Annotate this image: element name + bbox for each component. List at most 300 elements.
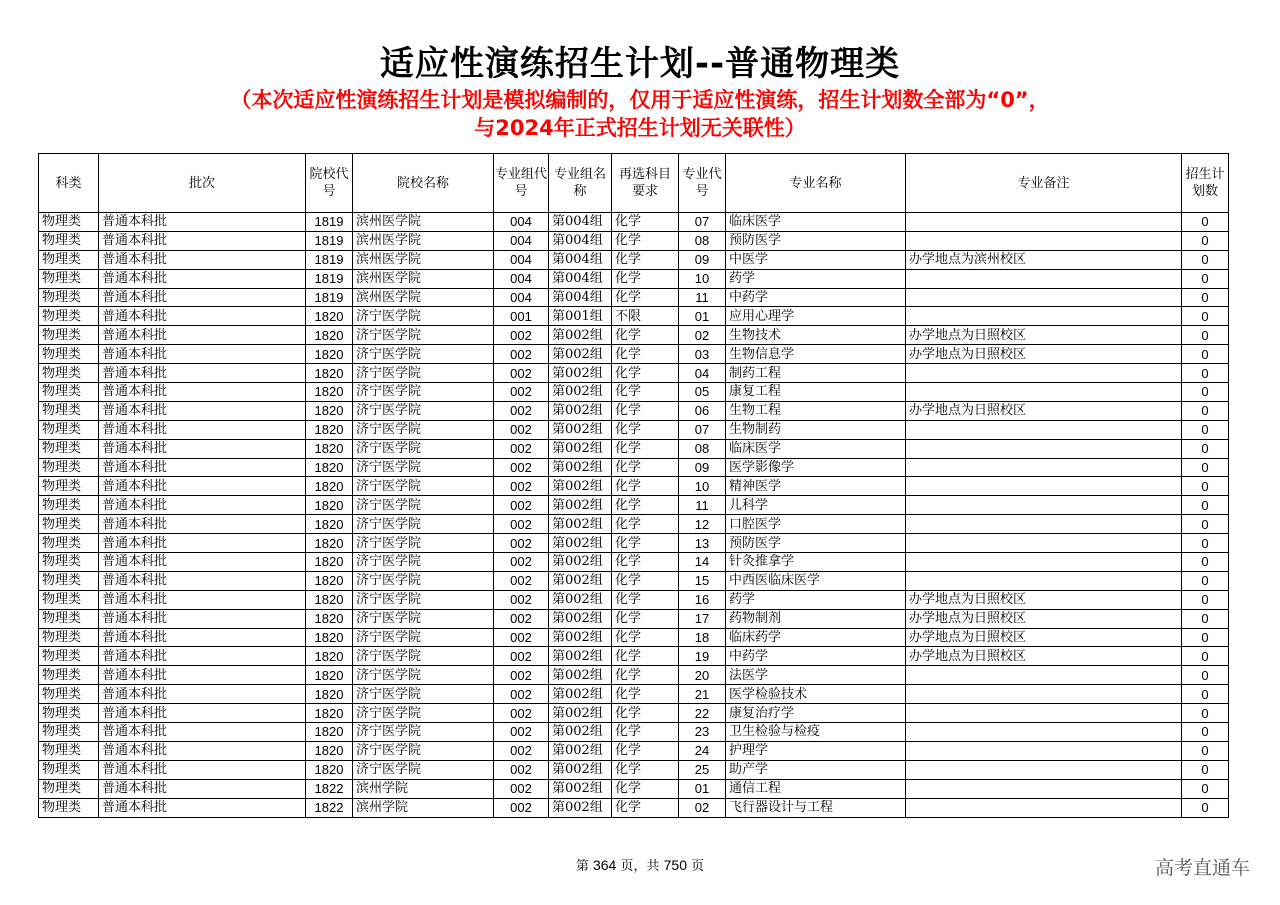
batch-cell: 普通本科批 bbox=[99, 401, 306, 420]
table-row bbox=[39, 723, 1229, 742]
subjects-cell: 化学 bbox=[612, 534, 679, 553]
group-name-cell: 第002组 bbox=[549, 666, 612, 685]
major-name-cell: 助产学 bbox=[726, 760, 906, 779]
footer-suffix: 页 bbox=[691, 859, 705, 874]
subjects-cell: 化学 bbox=[612, 760, 679, 779]
batch-cell: 普通本科批 bbox=[99, 345, 306, 364]
school-code-cell: 1820 bbox=[306, 571, 353, 590]
school-code-cell: 1820 bbox=[306, 515, 353, 534]
group-code-cell: 002 bbox=[494, 364, 549, 383]
batch-cell: 普通本科批 bbox=[99, 534, 306, 553]
major-code-cell: 07 bbox=[679, 213, 726, 232]
remark-cell bbox=[906, 420, 1182, 439]
group-code-cell: 004 bbox=[494, 269, 549, 288]
quota-cell: 0 bbox=[1182, 477, 1229, 496]
batch-cell: 普通本科批 bbox=[99, 213, 306, 232]
category-cell: 物理类 bbox=[39, 477, 99, 496]
remark-cell: 办学地点为日照校区 bbox=[906, 401, 1182, 420]
subjects-cell: 化学 bbox=[612, 515, 679, 534]
quota-cell: 0 bbox=[1182, 345, 1229, 364]
batch-cell: 普通本科批 bbox=[99, 798, 306, 817]
quota-cell: 0 bbox=[1182, 213, 1229, 232]
batch-cell: 普通本科批 bbox=[99, 231, 306, 250]
remark-cell bbox=[906, 779, 1182, 798]
batch-cell: 普通本科批 bbox=[99, 704, 306, 723]
header-batch: 批次 bbox=[99, 154, 306, 213]
table-row bbox=[39, 439, 1229, 458]
remark-cell bbox=[906, 553, 1182, 572]
school-name-cell: 滨州医学院 bbox=[353, 250, 494, 269]
table-row bbox=[39, 666, 1229, 685]
remark-cell bbox=[906, 571, 1182, 590]
subjects-cell: 化学 bbox=[612, 571, 679, 590]
notice-line-1: （本次适应性演练招生计划是模拟编制的，仅用于适应性演练，招生计划数全部为“0”， bbox=[230, 88, 1050, 112]
category-cell: 物理类 bbox=[39, 288, 99, 307]
subjects-cell: 化学 bbox=[612, 704, 679, 723]
remark-cell: 办学地点为日照校区 bbox=[906, 647, 1182, 666]
subjects-cell: 化学 bbox=[612, 685, 679, 704]
subjects-cell: 化学 bbox=[612, 741, 679, 760]
subjects-cell: 化学 bbox=[612, 288, 679, 307]
table-row bbox=[39, 685, 1229, 704]
group-code-cell: 004 bbox=[494, 288, 549, 307]
group-code-cell: 002 bbox=[494, 571, 549, 590]
remark-cell bbox=[906, 477, 1182, 496]
quota-cell: 0 bbox=[1182, 383, 1229, 402]
group-name-cell: 第001组 bbox=[549, 307, 612, 326]
table-row bbox=[39, 364, 1229, 383]
major-code-cell: 14 bbox=[679, 553, 726, 572]
group-name-cell: 第002组 bbox=[549, 439, 612, 458]
footer-page-number: 364 bbox=[592, 857, 617, 873]
batch-cell: 普通本科批 bbox=[99, 666, 306, 685]
category-cell: 物理类 bbox=[39, 723, 99, 742]
major-name-cell: 生物制药 bbox=[726, 420, 906, 439]
school-name-cell: 济宁医学院 bbox=[353, 628, 494, 647]
remark-cell: 办学地点为日照校区 bbox=[906, 326, 1182, 345]
admission-plan-table bbox=[38, 153, 1229, 818]
major-code-cell: 24 bbox=[679, 741, 726, 760]
school-name-cell: 滨州医学院 bbox=[353, 288, 494, 307]
subjects-cell: 化学 bbox=[612, 666, 679, 685]
group-name-cell: 第002组 bbox=[549, 515, 612, 534]
school-name-cell: 滨州学院 bbox=[353, 798, 494, 817]
header-major-name: 专业名称 bbox=[726, 154, 906, 213]
school-code-cell: 1819 bbox=[306, 269, 353, 288]
school-name-cell: 济宁医学院 bbox=[353, 458, 494, 477]
remark-cell: 办学地点为滨州校区 bbox=[906, 250, 1182, 269]
table-row bbox=[39, 496, 1229, 515]
major-name-cell: 口腔医学 bbox=[726, 515, 906, 534]
quota-cell: 0 bbox=[1182, 553, 1229, 572]
subjects-cell: 化学 bbox=[612, 420, 679, 439]
group-code-cell: 002 bbox=[494, 609, 549, 628]
group-code-cell: 002 bbox=[494, 760, 549, 779]
school-code-cell: 1820 bbox=[306, 741, 353, 760]
table-row bbox=[39, 571, 1229, 590]
school-name-cell: 济宁医学院 bbox=[353, 723, 494, 742]
category-cell: 物理类 bbox=[39, 609, 99, 628]
school-name-cell: 济宁医学院 bbox=[353, 439, 494, 458]
school-code-cell: 1820 bbox=[306, 345, 353, 364]
group-code-cell: 002 bbox=[494, 779, 549, 798]
major-code-cell: 16 bbox=[679, 590, 726, 609]
batch-cell: 普通本科批 bbox=[99, 571, 306, 590]
group-code-cell: 002 bbox=[494, 383, 549, 402]
quota-cell: 0 bbox=[1182, 364, 1229, 383]
header-category: 科类 bbox=[39, 154, 99, 213]
subjects-cell: 化学 bbox=[612, 477, 679, 496]
quota-cell: 0 bbox=[1182, 231, 1229, 250]
group-name-cell: 第002组 bbox=[549, 345, 612, 364]
subjects-cell: 化学 bbox=[612, 345, 679, 364]
group-code-cell: 002 bbox=[494, 496, 549, 515]
table-row bbox=[39, 213, 1229, 232]
group-name-cell: 第002组 bbox=[549, 704, 612, 723]
major-code-cell: 10 bbox=[679, 269, 726, 288]
school-name-cell: 济宁医学院 bbox=[353, 364, 494, 383]
major-name-cell: 康复工程 bbox=[726, 383, 906, 402]
quota-cell: 0 bbox=[1182, 496, 1229, 515]
quota-cell: 0 bbox=[1182, 307, 1229, 326]
table-row bbox=[39, 741, 1229, 760]
category-cell: 物理类 bbox=[39, 307, 99, 326]
major-code-cell: 22 bbox=[679, 704, 726, 723]
category-cell: 物理类 bbox=[39, 515, 99, 534]
group-code-cell: 002 bbox=[494, 590, 549, 609]
major-code-cell: 04 bbox=[679, 364, 726, 383]
group-name-cell: 第002组 bbox=[549, 477, 612, 496]
major-name-cell: 医学检验技术 bbox=[726, 685, 906, 704]
major-code-cell: 05 bbox=[679, 383, 726, 402]
category-cell: 物理类 bbox=[39, 798, 99, 817]
category-cell: 物理类 bbox=[39, 741, 99, 760]
quota-cell: 0 bbox=[1182, 704, 1229, 723]
remark-cell bbox=[906, 288, 1182, 307]
table-row bbox=[39, 704, 1229, 723]
batch-cell: 普通本科批 bbox=[99, 364, 306, 383]
table-row bbox=[39, 420, 1229, 439]
major-name-cell: 康复治疗学 bbox=[726, 704, 906, 723]
major-name-cell: 法医学 bbox=[726, 666, 906, 685]
school-code-cell: 1820 bbox=[306, 666, 353, 685]
group-name-cell: 第002组 bbox=[549, 420, 612, 439]
category-cell: 物理类 bbox=[39, 590, 99, 609]
group-name-cell: 第004组 bbox=[549, 288, 612, 307]
quota-cell: 0 bbox=[1182, 628, 1229, 647]
subjects-cell: 化学 bbox=[612, 458, 679, 477]
subjects-cell: 化学 bbox=[612, 590, 679, 609]
major-code-cell: 01 bbox=[679, 779, 726, 798]
major-code-cell: 11 bbox=[679, 288, 726, 307]
school-code-cell: 1820 bbox=[306, 401, 353, 420]
subjects-cell: 化学 bbox=[612, 647, 679, 666]
category-cell: 物理类 bbox=[39, 647, 99, 666]
batch-cell: 普通本科批 bbox=[99, 609, 306, 628]
major-name-cell: 生物工程 bbox=[726, 401, 906, 420]
school-name-cell: 济宁医学院 bbox=[353, 420, 494, 439]
major-code-cell: 08 bbox=[679, 439, 726, 458]
category-cell: 物理类 bbox=[39, 345, 99, 364]
remark-cell bbox=[906, 723, 1182, 742]
remark-cell bbox=[906, 798, 1182, 817]
group-code-cell: 002 bbox=[494, 704, 549, 723]
major-code-cell: 23 bbox=[679, 723, 726, 742]
major-code-cell: 21 bbox=[679, 685, 726, 704]
table-row bbox=[39, 647, 1229, 666]
subjects-cell: 化学 bbox=[612, 250, 679, 269]
major-name-cell: 药物制剂 bbox=[726, 609, 906, 628]
remark-cell: 办学地点为日照校区 bbox=[906, 590, 1182, 609]
table-row bbox=[39, 250, 1229, 269]
subjects-cell: 化学 bbox=[612, 269, 679, 288]
group-name-cell: 第002组 bbox=[549, 401, 612, 420]
major-code-cell: 17 bbox=[679, 609, 726, 628]
header-quota: 招生计划数 bbox=[1182, 154, 1229, 213]
school-name-cell: 济宁医学院 bbox=[353, 383, 494, 402]
subjects-cell: 化学 bbox=[612, 628, 679, 647]
school-name-cell: 滨州医学院 bbox=[353, 213, 494, 232]
school-code-cell: 1820 bbox=[306, 723, 353, 742]
batch-cell: 普通本科批 bbox=[99, 250, 306, 269]
group-name-cell: 第002组 bbox=[549, 609, 612, 628]
category-cell: 物理类 bbox=[39, 571, 99, 590]
major-name-cell: 中药学 bbox=[726, 288, 906, 307]
quota-cell: 0 bbox=[1182, 571, 1229, 590]
table-row bbox=[39, 288, 1229, 307]
school-code-cell: 1819 bbox=[306, 288, 353, 307]
group-name-cell: 第002组 bbox=[549, 534, 612, 553]
major-name-cell: 护理学 bbox=[726, 741, 906, 760]
school-code-cell: 1820 bbox=[306, 439, 353, 458]
quota-cell: 0 bbox=[1182, 685, 1229, 704]
major-name-cell: 临床医学 bbox=[726, 213, 906, 232]
table-row bbox=[39, 534, 1229, 553]
quota-cell: 0 bbox=[1182, 250, 1229, 269]
school-name-cell: 济宁医学院 bbox=[353, 571, 494, 590]
batch-cell: 普通本科批 bbox=[99, 383, 306, 402]
major-name-cell: 药学 bbox=[726, 269, 906, 288]
remark-cell bbox=[906, 458, 1182, 477]
batch-cell: 普通本科批 bbox=[99, 779, 306, 798]
subjects-cell: 化学 bbox=[612, 798, 679, 817]
batch-cell: 普通本科批 bbox=[99, 760, 306, 779]
quota-cell: 0 bbox=[1182, 534, 1229, 553]
subjects-cell: 化学 bbox=[612, 553, 679, 572]
remark-cell: 办学地点为日照校区 bbox=[906, 609, 1182, 628]
major-code-cell: 15 bbox=[679, 571, 726, 590]
quota-cell: 0 bbox=[1182, 647, 1229, 666]
group-name-cell: 第002组 bbox=[549, 647, 612, 666]
table-row bbox=[39, 553, 1229, 572]
subjects-cell: 化学 bbox=[612, 383, 679, 402]
category-cell: 物理类 bbox=[39, 666, 99, 685]
group-name-cell: 第002组 bbox=[549, 326, 612, 345]
major-code-cell: 13 bbox=[679, 534, 726, 553]
school-code-cell: 1820 bbox=[306, 458, 353, 477]
major-name-cell: 生物技术 bbox=[726, 326, 906, 345]
school-code-cell: 1820 bbox=[306, 307, 353, 326]
remark-cell bbox=[906, 741, 1182, 760]
table-row bbox=[39, 458, 1229, 477]
school-name-cell: 济宁医学院 bbox=[353, 496, 494, 515]
category-cell: 物理类 bbox=[39, 231, 99, 250]
batch-cell: 普通本科批 bbox=[99, 458, 306, 477]
major-code-cell: 03 bbox=[679, 345, 726, 364]
group-code-cell: 002 bbox=[494, 458, 549, 477]
group-code-cell: 002 bbox=[494, 553, 549, 572]
school-name-cell: 济宁医学院 bbox=[353, 704, 494, 723]
school-name-cell: 滨州学院 bbox=[353, 779, 494, 798]
major-name-cell: 中西医临床医学 bbox=[726, 571, 906, 590]
category-cell: 物理类 bbox=[39, 269, 99, 288]
remark-cell bbox=[906, 383, 1182, 402]
group-name-cell: 第002组 bbox=[549, 458, 612, 477]
batch-cell: 普通本科批 bbox=[99, 288, 306, 307]
group-name-cell: 第002组 bbox=[549, 741, 612, 760]
subjects-cell: 化学 bbox=[612, 723, 679, 742]
quota-cell: 0 bbox=[1182, 741, 1229, 760]
major-code-cell: 02 bbox=[679, 326, 726, 345]
category-cell: 物理类 bbox=[39, 685, 99, 704]
group-name-cell: 第002组 bbox=[549, 571, 612, 590]
group-code-cell: 001 bbox=[494, 307, 549, 326]
school-name-cell: 济宁医学院 bbox=[353, 515, 494, 534]
header-major-code: 专业代号 bbox=[679, 154, 726, 213]
category-cell: 物理类 bbox=[39, 553, 99, 572]
remark-cell: 办学地点为日照校区 bbox=[906, 345, 1182, 364]
table-header-row bbox=[39, 154, 1229, 213]
school-code-cell: 1820 bbox=[306, 685, 353, 704]
page-footer bbox=[0, 855, 1280, 874]
table-row bbox=[39, 345, 1229, 364]
school-code-cell: 1820 bbox=[306, 496, 353, 515]
batch-cell: 普通本科批 bbox=[99, 307, 306, 326]
group-code-cell: 002 bbox=[494, 798, 549, 817]
remark-cell bbox=[906, 269, 1182, 288]
subjects-cell: 化学 bbox=[612, 364, 679, 383]
quota-cell: 0 bbox=[1182, 779, 1229, 798]
quota-cell: 0 bbox=[1182, 723, 1229, 742]
major-code-cell: 20 bbox=[679, 666, 726, 685]
group-name-cell: 第002组 bbox=[549, 798, 612, 817]
batch-cell: 普通本科批 bbox=[99, 741, 306, 760]
table-row bbox=[39, 477, 1229, 496]
school-code-cell: 1822 bbox=[306, 779, 353, 798]
batch-cell: 普通本科批 bbox=[99, 420, 306, 439]
batch-cell: 普通本科批 bbox=[99, 515, 306, 534]
major-name-cell: 通信工程 bbox=[726, 779, 906, 798]
major-code-cell: 07 bbox=[679, 420, 726, 439]
school-code-cell: 1820 bbox=[306, 628, 353, 647]
batch-cell: 普通本科批 bbox=[99, 723, 306, 742]
school-name-cell: 济宁医学院 bbox=[353, 307, 494, 326]
quota-cell: 0 bbox=[1182, 401, 1229, 420]
page-title: 适应性演练招生计划--普通物理类 bbox=[379, 44, 901, 84]
major-code-cell: 18 bbox=[679, 628, 726, 647]
school-name-cell: 济宁医学院 bbox=[353, 760, 494, 779]
table-row bbox=[39, 515, 1229, 534]
major-code-cell: 06 bbox=[679, 401, 726, 420]
school-code-cell: 1822 bbox=[306, 798, 353, 817]
group-name-cell: 第004组 bbox=[549, 269, 612, 288]
table-row bbox=[39, 326, 1229, 345]
major-code-cell: 25 bbox=[679, 760, 726, 779]
group-name-cell: 第002组 bbox=[549, 553, 612, 572]
group-code-cell: 002 bbox=[494, 345, 549, 364]
major-name-cell: 制药工程 bbox=[726, 364, 906, 383]
subjects-cell: 化学 bbox=[612, 231, 679, 250]
group-name-cell: 第004组 bbox=[549, 213, 612, 232]
group-code-cell: 004 bbox=[494, 231, 549, 250]
group-code-cell: 002 bbox=[494, 534, 549, 553]
quota-cell: 0 bbox=[1182, 439, 1229, 458]
school-name-cell: 济宁医学院 bbox=[353, 401, 494, 420]
table-row bbox=[39, 779, 1229, 798]
school-name-cell: 济宁医学院 bbox=[353, 345, 494, 364]
school-name-cell: 滨州医学院 bbox=[353, 231, 494, 250]
school-name-cell: 济宁医学院 bbox=[353, 477, 494, 496]
category-cell: 物理类 bbox=[39, 779, 99, 798]
subjects-cell: 不限 bbox=[612, 307, 679, 326]
remark-cell: 办学地点为日照校区 bbox=[906, 628, 1182, 647]
group-name-cell: 第004组 bbox=[549, 231, 612, 250]
remark-cell bbox=[906, 685, 1182, 704]
group-name-cell: 第002组 bbox=[549, 685, 612, 704]
school-code-cell: 1820 bbox=[306, 553, 353, 572]
category-cell: 物理类 bbox=[39, 326, 99, 345]
school-code-cell: 1820 bbox=[306, 647, 353, 666]
batch-cell: 普通本科批 bbox=[99, 647, 306, 666]
batch-cell: 普通本科批 bbox=[99, 439, 306, 458]
quota-cell: 0 bbox=[1182, 590, 1229, 609]
header-group-code: 专业组代号 bbox=[494, 154, 549, 213]
school-name-cell: 济宁医学院 bbox=[353, 609, 494, 628]
header-school-name: 院校名称 bbox=[353, 154, 494, 213]
school-name-cell: 济宁医学院 bbox=[353, 534, 494, 553]
header-group-name: 专业组名称 bbox=[549, 154, 612, 213]
major-name-cell: 药学 bbox=[726, 590, 906, 609]
group-code-cell: 002 bbox=[494, 420, 549, 439]
school-code-cell: 1820 bbox=[306, 364, 353, 383]
major-name-cell: 临床医学 bbox=[726, 439, 906, 458]
major-name-cell: 飞行器设计与工程 bbox=[726, 798, 906, 817]
group-code-cell: 004 bbox=[494, 213, 549, 232]
school-code-cell: 1820 bbox=[306, 590, 353, 609]
category-cell: 物理类 bbox=[39, 401, 99, 420]
table-row bbox=[39, 401, 1229, 420]
group-name-cell: 第002组 bbox=[549, 364, 612, 383]
notice-line-2: 与2024年正式招生计划无关联性） bbox=[474, 116, 806, 140]
school-name-cell: 济宁医学院 bbox=[353, 590, 494, 609]
quota-cell: 0 bbox=[1182, 326, 1229, 345]
category-cell: 物理类 bbox=[39, 628, 99, 647]
table-row bbox=[39, 307, 1229, 326]
header-remark: 专业备注 bbox=[906, 154, 1182, 213]
quota-cell: 0 bbox=[1182, 420, 1229, 439]
group-name-cell: 第002组 bbox=[549, 628, 612, 647]
major-code-cell: 10 bbox=[679, 477, 726, 496]
major-name-cell: 应用心理学 bbox=[726, 307, 906, 326]
category-cell: 物理类 bbox=[39, 364, 99, 383]
group-code-cell: 002 bbox=[494, 628, 549, 647]
major-name-cell: 生物信息学 bbox=[726, 345, 906, 364]
table-row bbox=[39, 798, 1229, 817]
school-name-cell: 济宁医学院 bbox=[353, 553, 494, 572]
major-name-cell: 预防医学 bbox=[726, 534, 906, 553]
batch-cell: 普通本科批 bbox=[99, 477, 306, 496]
subjects-cell: 化学 bbox=[612, 401, 679, 420]
